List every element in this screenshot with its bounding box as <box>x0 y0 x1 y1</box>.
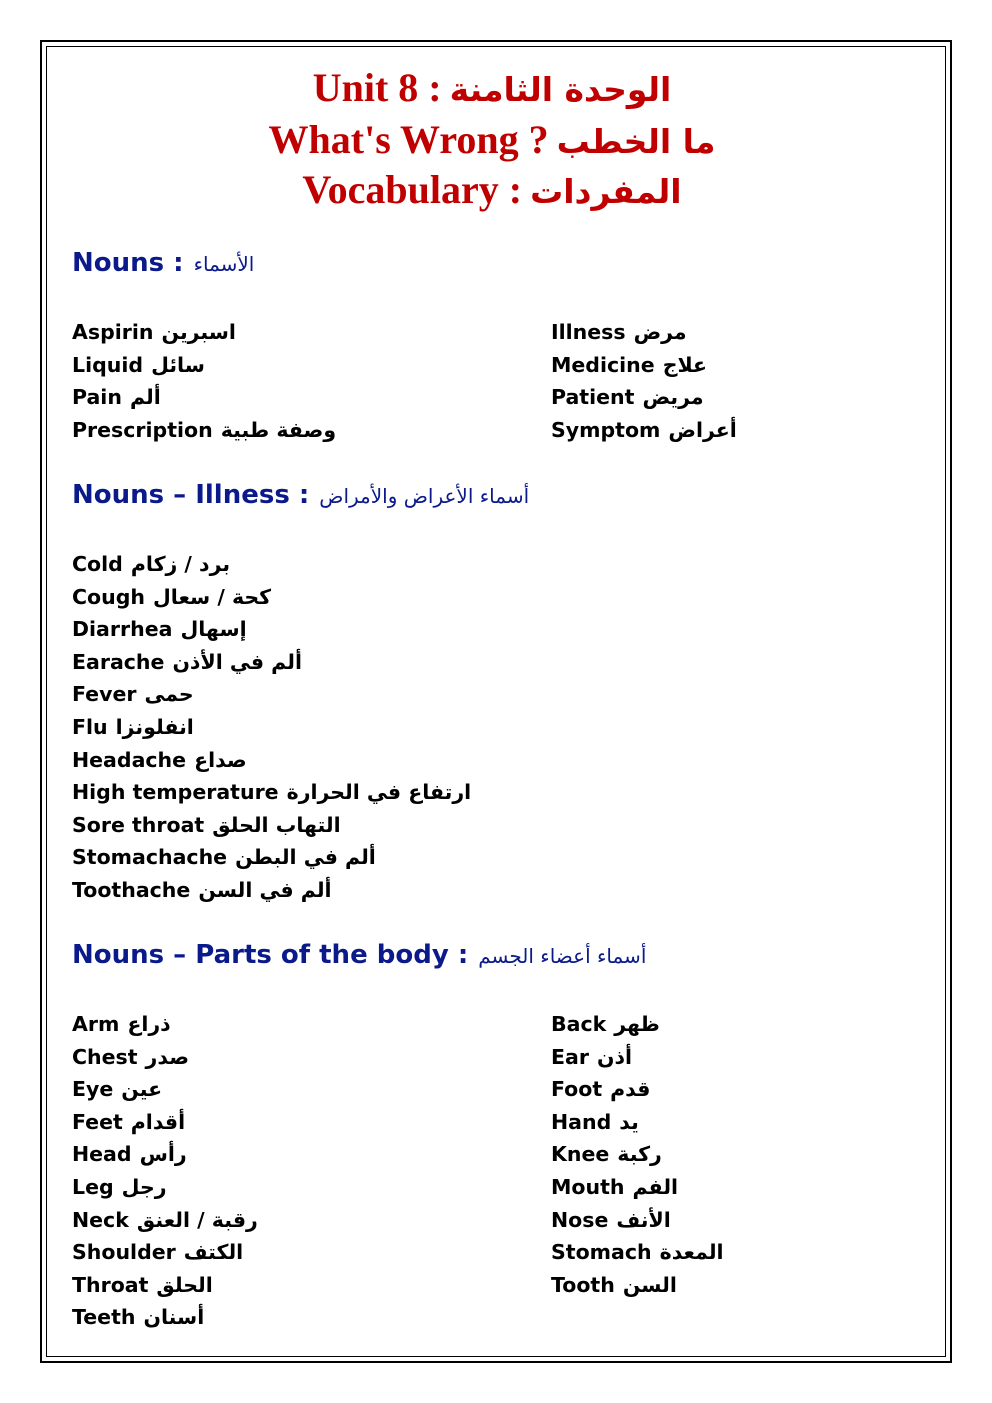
section-heading-nouns <box>72 248 254 278</box>
term-ar: انفلونزا <box>115 714 194 739</box>
list-item <box>72 1204 258 1237</box>
term-ar: أقدام <box>130 1109 186 1134</box>
term-ar: يد <box>619 1109 639 1134</box>
list-item <box>551 1269 724 1302</box>
term-en: Hand <box>551 1109 612 1134</box>
term-en: Nose <box>551 1207 609 1232</box>
term-ar: المعدة <box>659 1240 724 1265</box>
term-en: Headache <box>72 747 187 772</box>
title-line-whats-wrong <box>46 114 946 168</box>
term-ar: صداع <box>194 747 247 772</box>
list-item <box>551 1171 724 1204</box>
illness-list <box>72 548 471 907</box>
term-en: Diarrhea <box>72 617 173 642</box>
title-vocabulary-ar: المفردات <box>530 172 682 211</box>
term-en: Tooth <box>551 1272 615 1297</box>
term-en: Leg <box>72 1174 114 1199</box>
term-ar: السن <box>622 1272 677 1297</box>
list-item <box>72 548 471 581</box>
term-en: Aspirin <box>72 320 154 344</box>
title-whats-wrong-en: What's Wrong ? <box>268 117 549 162</box>
term-en: Patient <box>551 385 635 410</box>
term-ar: ألم <box>129 385 161 410</box>
term-ar: مرض <box>633 320 687 344</box>
list-item <box>72 744 471 777</box>
term-ar: الحلق <box>156 1272 213 1297</box>
term-en: Liquid <box>72 352 144 377</box>
term-ar: أذن <box>596 1044 632 1069</box>
list-item <box>551 1138 724 1171</box>
list-item <box>72 581 471 614</box>
section-heading-illness <box>72 480 529 510</box>
list-item <box>72 841 471 874</box>
term-ar: وصفة طبية <box>220 417 337 442</box>
term-ar: ركبة <box>617 1142 662 1167</box>
term-en: Sore throat <box>72 812 205 837</box>
list-item <box>551 316 737 349</box>
term-ar: الأنف <box>616 1207 671 1232</box>
list-item <box>72 776 471 809</box>
section-heading-body <box>72 940 646 970</box>
term-en: Stomach <box>551 1240 652 1265</box>
term-en: Arm <box>72 1012 120 1036</box>
term-en: Chest <box>72 1044 138 1069</box>
term-ar: رقبة / العنق <box>136 1207 258 1232</box>
term-en: Flu <box>72 714 108 739</box>
term-en: Cold <box>72 552 123 576</box>
list-item <box>72 1008 258 1041</box>
term-en: Illness <box>551 320 626 344</box>
title-line-unit <box>46 62 946 116</box>
list-item <box>551 349 737 382</box>
title-whats-wrong-ar: ما الخطب <box>556 122 716 161</box>
list-item <box>72 678 471 711</box>
term-en: Feet <box>72 1109 123 1134</box>
term-en: Earache <box>72 649 165 674</box>
term-ar: برد / زكام <box>130 552 231 576</box>
term-en: Medicine <box>551 352 655 377</box>
body-right-list <box>551 1008 724 1301</box>
list-item <box>72 646 471 679</box>
list-item <box>72 1301 258 1334</box>
term-ar: اسبرين <box>161 320 236 344</box>
list-item <box>72 414 336 447</box>
heading-body-ar: أسماء أعضاء الجسم <box>478 944 647 968</box>
term-ar: ذراع <box>127 1012 171 1036</box>
term-en: High temperature <box>72 780 279 805</box>
term-en: Neck <box>72 1207 129 1232</box>
term-en: Foot <box>551 1077 603 1102</box>
term-en: Ear <box>551 1044 589 1069</box>
term-ar: مريض <box>642 385 704 410</box>
term-ar: علاج <box>662 352 708 377</box>
title-vocabulary-en: Vocabulary : <box>302 167 523 212</box>
term-ar: إسهال <box>180 617 247 642</box>
list-item <box>551 1008 724 1041</box>
term-ar: التهاب الحلق <box>212 812 341 837</box>
list-item <box>72 316 336 349</box>
term-ar: كحة / سعال <box>153 584 272 609</box>
term-en: Symptom <box>551 417 661 442</box>
term-ar: ظهر <box>614 1012 660 1036</box>
list-item <box>72 349 336 382</box>
term-ar: رأس <box>139 1142 187 1167</box>
list-item <box>551 1204 724 1237</box>
term-ar: الكتف <box>183 1240 244 1265</box>
term-ar: ارتفاع في الحرارة <box>286 780 472 805</box>
list-item <box>72 1269 258 1302</box>
heading-body-en: Nouns – Parts of the body : <box>72 940 469 970</box>
list-item <box>72 1073 258 1106</box>
list-item <box>551 1236 724 1269</box>
list-item <box>72 1041 258 1074</box>
term-ar: رجل <box>121 1174 167 1199</box>
term-ar: ألم في الأذن <box>172 649 302 674</box>
term-en: Eye <box>72 1077 114 1102</box>
list-item <box>72 613 471 646</box>
title-unit-ar: الوحدة الثامنة <box>449 70 672 109</box>
list-item <box>551 381 737 414</box>
term-en: Fever <box>72 682 137 707</box>
list-item <box>72 381 336 414</box>
term-en: Back <box>551 1012 607 1036</box>
term-ar: سائل <box>151 352 205 377</box>
term-ar: أسنان <box>143 1305 205 1330</box>
list-item <box>551 1041 724 1074</box>
term-en: Shoulder <box>72 1240 176 1265</box>
term-en: Throat <box>72 1272 149 1297</box>
heading-nouns-en: Nouns : <box>72 248 184 278</box>
term-en: Teeth <box>72 1305 136 1330</box>
list-item <box>72 1138 258 1171</box>
term-en: Mouth <box>551 1174 625 1199</box>
title-unit-en: Unit 8 : <box>312 65 442 110</box>
list-item <box>72 1171 258 1204</box>
list-item <box>72 1236 258 1269</box>
list-item <box>551 1073 724 1106</box>
term-en: Knee <box>551 1142 610 1167</box>
list-item <box>551 1106 724 1139</box>
list-item <box>551 414 737 447</box>
nouns-left-list <box>72 316 336 446</box>
term-ar: صدر <box>145 1044 189 1069</box>
term-ar: عين <box>121 1077 163 1102</box>
term-ar: ألم في السن <box>198 877 332 902</box>
list-item <box>72 711 471 744</box>
heading-illness-ar: أسماء الأعراض والأمراض <box>319 484 530 508</box>
list-item <box>72 1106 258 1139</box>
title-line-vocabulary <box>46 164 946 218</box>
list-item <box>72 874 471 907</box>
nouns-right-list <box>551 316 737 446</box>
list-item <box>72 809 471 842</box>
term-ar: قدم <box>610 1077 651 1102</box>
heading-nouns-ar: الأسماء <box>193 252 255 276</box>
term-en: Cough <box>72 584 145 609</box>
heading-illness-en: Nouns – Illness : <box>72 480 310 510</box>
body-left-list <box>72 1008 258 1334</box>
term-ar: حمى <box>144 682 194 707</box>
term-en: Prescription <box>72 417 213 442</box>
term-ar: ألم في البطن <box>235 845 376 870</box>
term-en: Head <box>72 1142 132 1167</box>
term-ar: الفم <box>632 1174 679 1199</box>
term-en: Stomachache <box>72 845 228 870</box>
term-ar: أعراض <box>668 417 737 442</box>
term-en: Toothache <box>72 877 191 902</box>
term-en: Pain <box>72 385 122 410</box>
